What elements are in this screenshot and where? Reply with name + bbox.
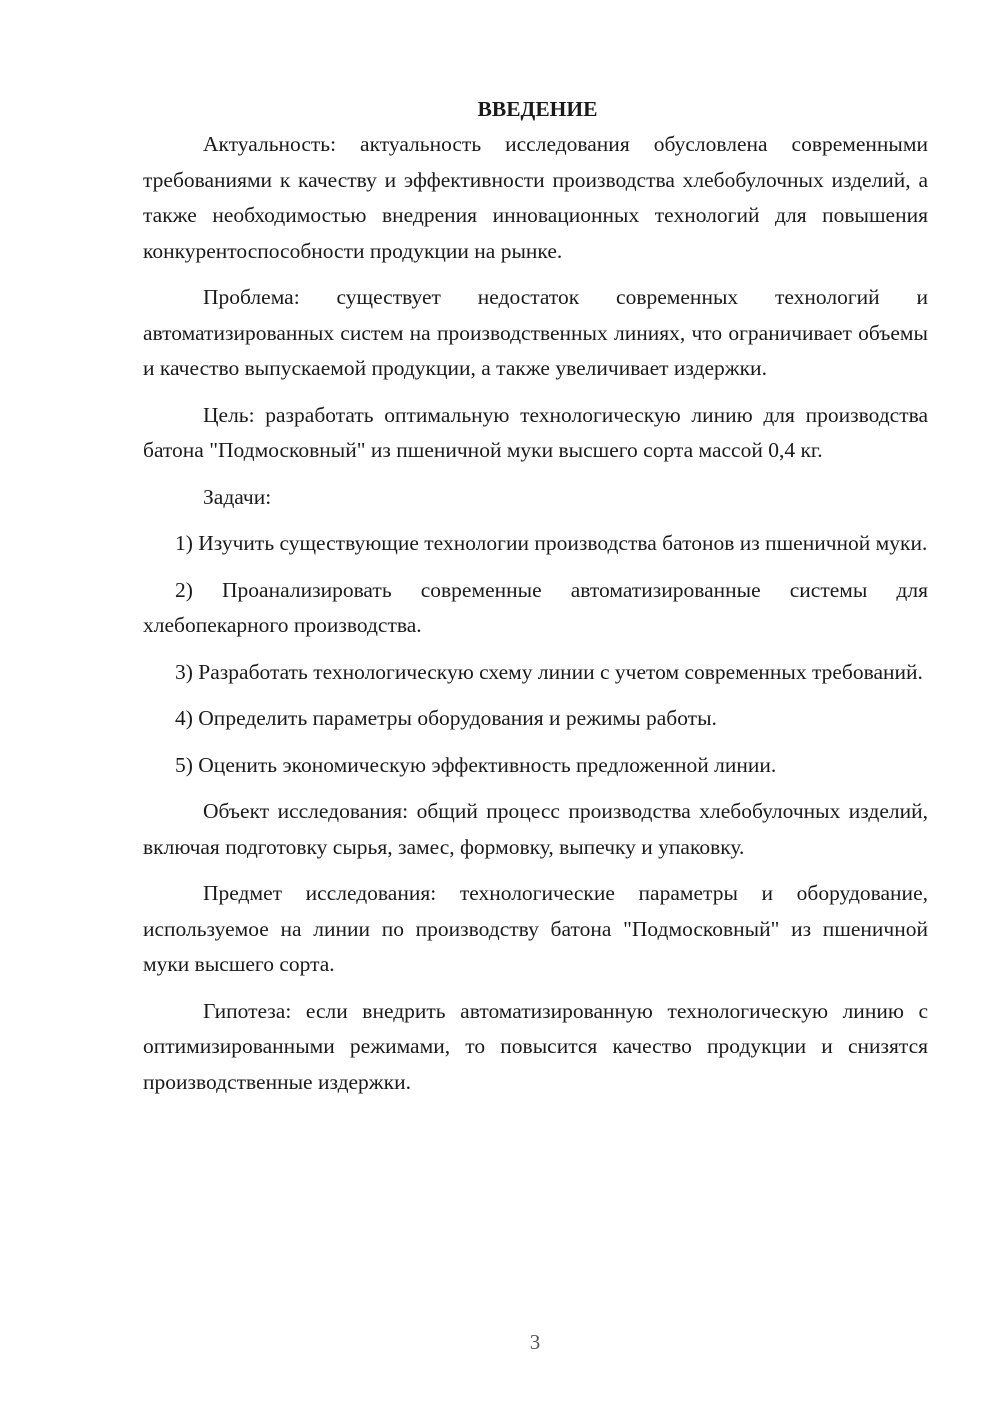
paragraph-object: Объект исследования: общий процесс производства хлебобулочных изделий, включая подготовку сырья, замес, формовку, выпечку и упаковку. <box>143 799 928 859</box>
task-item: 4) Определить параметры оборудования и режимы работы. <box>175 706 717 730</box>
paragraph-relevance: Актуальность: актуальность исследования обусловлена современными требованиями к качеству и эффективности производства хлебобулочных изделий, а также необходимостью внедрения инновационных технологий для повышения конкурентоспособности продукции на рынке. <box>143 132 928 263</box>
paragraph-subject: Предмет исследования: технологические параметры и оборудование, используемое на линии по производству батона "Подмосковный" из пшеничной муки высшего сорта. <box>143 881 928 976</box>
paragraph-hypothesis: Гипотеза: если внедрить автоматизированную технологическую линию с оптимизированными режимами, то повысится качество продукции и снизятся производственные издержки. <box>143 998 928 1094</box>
task-item: 3) Разработать технологическую схему линии с учетом современных требований. <box>175 659 923 684</box>
task-item: 5) Оценить экономическую эффективность предложенной линии. <box>175 752 777 777</box>
task-item: 2) Проанализировать современные автоматизированные системы для хлебопекарного производства. <box>143 577 928 637</box>
task-item: 1) Изучить существующие технологии производства батонов из пшеничной муки. <box>175 531 928 555</box>
paragraph-goal: Цель: разработать оптимальную технологическую линию для производства батона "Подмосковный" из пшеничной муки высшего сорта массой 0,4 кг. <box>143 402 928 462</box>
tasks-label: Задачи: <box>203 484 272 509</box>
document-page <box>143 92 928 1111</box>
page-number: 3 <box>529 1330 541 1354</box>
paragraph-problem: Проблема: существует недостаток современных технологий и автоматизированных систем на производственных линиях, что ограничивает объемы и качество выпускаемой продукции, а также увеличивает издержки. <box>143 285 928 380</box>
section-title: ВВЕДЕНИЕ <box>477 97 598 121</box>
